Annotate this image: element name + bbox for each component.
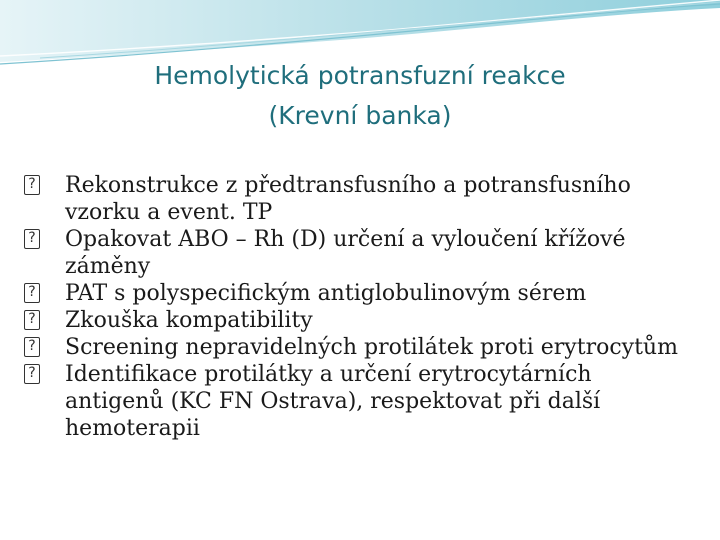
missing-glyph-box-icon: ? bbox=[24, 175, 40, 195]
missing-glyph-box-icon: ? bbox=[24, 229, 40, 249]
bullet-item bbox=[24, 307, 684, 334]
bullet-text: PAT s polyspecifickým antiglobulinovým sérem bbox=[65, 281, 587, 306]
bullet-item bbox=[24, 226, 684, 280]
slide-title-line-1: Hemolytická potransfuzní reakce bbox=[154, 61, 566, 90]
bullet-list bbox=[24, 172, 684, 442]
missing-glyph-box-icon: ? bbox=[24, 310, 40, 330]
bullet-text: Rekonstrukce z předtransfusního a potransfusního vzorku a event. TP bbox=[65, 173, 631, 225]
bullet-text: Identifikace protilátky a určení erytrocytárních antigenů (KC FN Ostrava), respektovat při další hemoterapii bbox=[65, 362, 601, 441]
bullet-text: Opakovat ABO – Rh (D) určení a vyloučení křížové záměny bbox=[65, 227, 626, 279]
bullet-text: Screening nepravidelných protilátek proti erytrocytům bbox=[65, 335, 678, 360]
bullet-item bbox=[24, 172, 684, 226]
slide-title-line-2: (Krevní banka) bbox=[268, 101, 452, 130]
bullet-item bbox=[24, 361, 684, 442]
missing-glyph-box-icon: ? bbox=[24, 337, 40, 357]
bullet-item bbox=[24, 334, 684, 361]
missing-glyph-box-icon: ? bbox=[24, 283, 40, 303]
bullet-text: Zkouška kompatibility bbox=[65, 308, 313, 333]
slide-title bbox=[60, 56, 660, 136]
bullet-item bbox=[24, 280, 684, 307]
missing-glyph-box-icon: ? bbox=[24, 364, 40, 384]
